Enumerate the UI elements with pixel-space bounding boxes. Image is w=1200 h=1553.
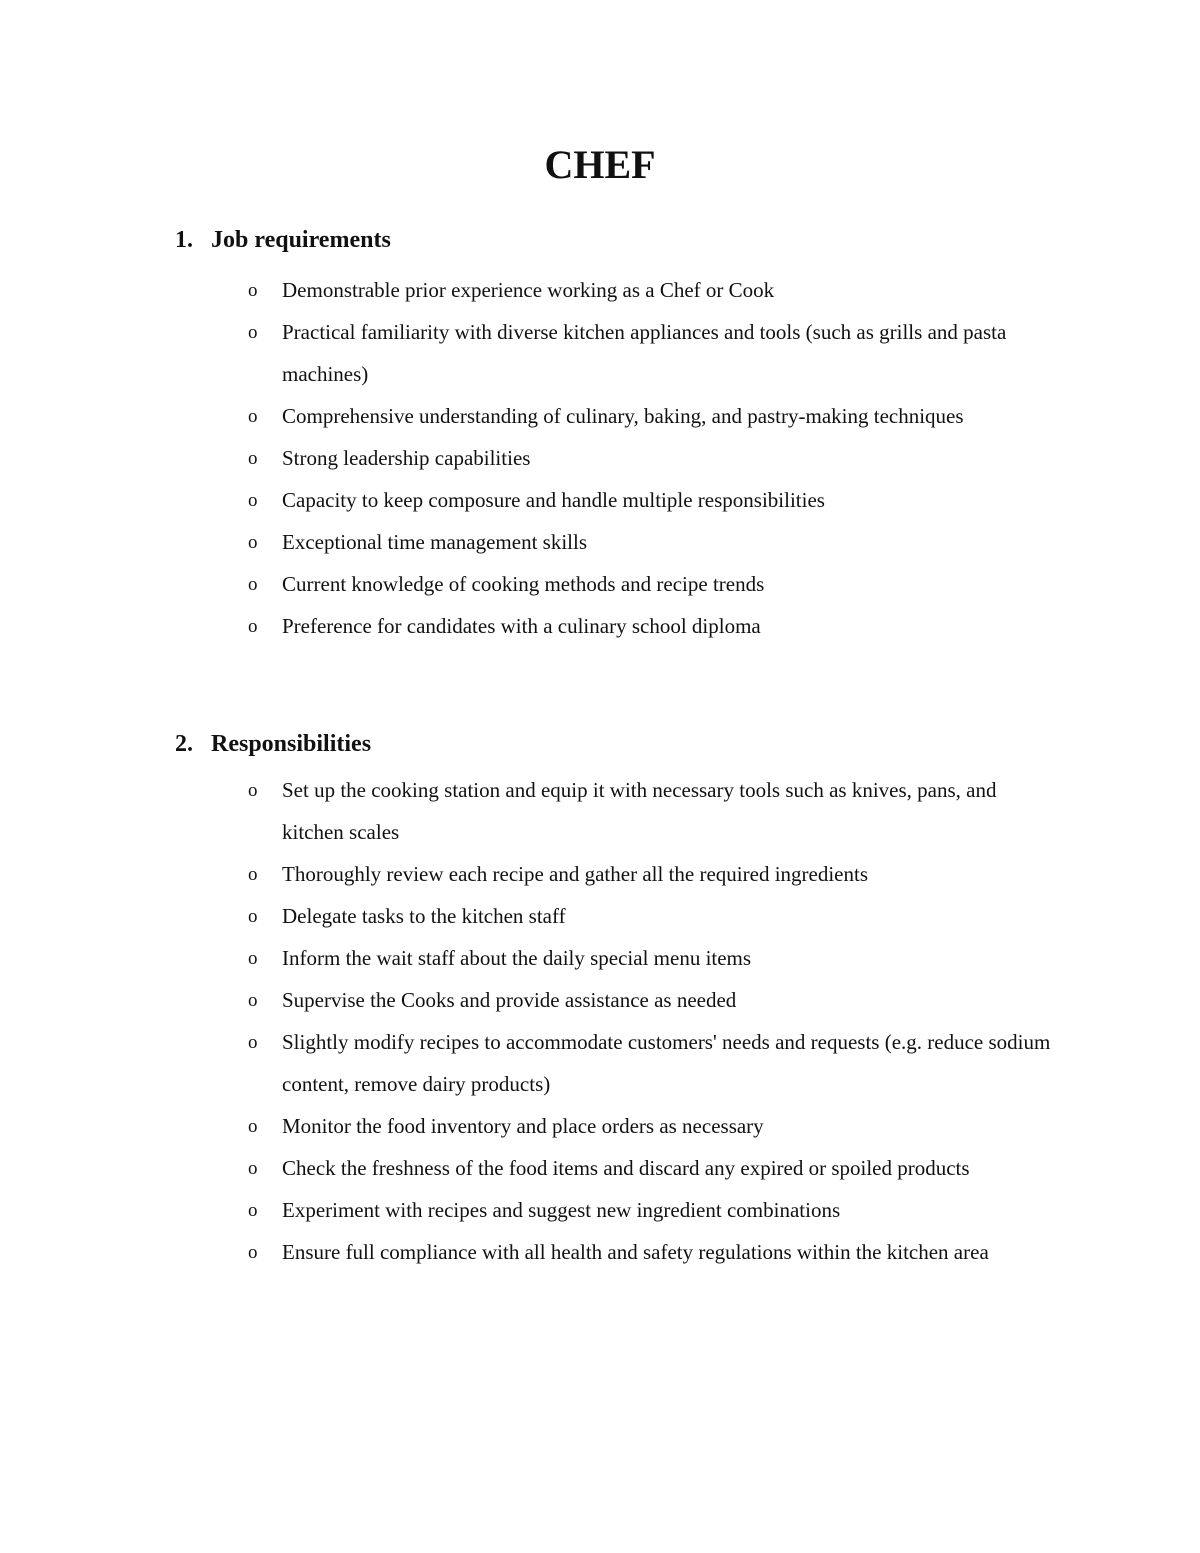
list-item-text: Current knowledge of cooking methods and recipe trends: [282, 572, 765, 596]
list-item-text: Slightly modify recipes to accommodate customers' needs and requests (e.g. reduce sodium content, remove dairy products): [282, 1030, 1051, 1096]
bullet-marker: o: [248, 532, 258, 553]
list-item: [0, 605, 1200, 647]
section-title: Responsibilities: [211, 731, 372, 757]
section-number: 2.: [175, 731, 193, 757]
list-item-text: Set up the cooking station and equip it with necessary tools such as knives, pans, and kitchen scales: [282, 778, 997, 844]
job-requirements-list: [0, 269, 1200, 647]
list-item: [0, 1189, 1200, 1231]
bullet-marker: o: [248, 864, 258, 885]
section-number: 1.: [175, 227, 193, 253]
section-heading: [175, 729, 371, 759]
list-item: [0, 437, 1200, 479]
bullet-marker: o: [248, 406, 258, 427]
list-item: [0, 1021, 1200, 1105]
list-item: [0, 853, 1200, 895]
list-item-text: Ensure full compliance with all health and safety regulations within the kitchen area: [282, 1240, 989, 1264]
list-item-text: Comprehensive understanding of culinary, baking, and pastry-making techniques: [282, 404, 964, 428]
bullet-marker: o: [248, 948, 258, 969]
list-item: [0, 479, 1200, 521]
bullet-marker: o: [248, 616, 258, 637]
list-item-text: Check the freshness of the food items and discard any expired or spoiled products: [282, 1156, 970, 1180]
bullet-marker: o: [248, 322, 258, 343]
list-item: [0, 1231, 1200, 1273]
list-item-text: Thoroughly review each recipe and gather all the required ingredients: [282, 862, 869, 886]
list-item-text: Demonstrable prior experience working as a Chef or Cook: [282, 278, 775, 302]
list-item: [0, 769, 1200, 853]
list-item-text: Supervise the Cooks and provide assistance as needed: [282, 988, 737, 1012]
bullet-marker: o: [248, 780, 258, 801]
list-item-text: Inform the wait staff about the daily special menu items: [282, 946, 752, 970]
list-item: [0, 979, 1200, 1021]
bullet-marker: o: [248, 280, 258, 301]
page-title: CHEF: [544, 142, 656, 187]
list-item-text: Practical familiarity with diverse kitchen appliances and tools (such as grills and pasta machines): [282, 320, 1007, 386]
list-item: [0, 895, 1200, 937]
list-item-text: Delegate tasks to the kitchen staff: [282, 904, 566, 928]
list-item-text: Strong leadership capabilities: [282, 446, 531, 470]
list-item: [0, 521, 1200, 563]
bullet-marker: o: [248, 1116, 258, 1137]
list-item: [0, 937, 1200, 979]
list-item-text: Exceptional time management skills: [282, 530, 588, 554]
bullet-marker: o: [248, 1158, 258, 1179]
list-item: [0, 269, 1200, 311]
bullet-marker: o: [248, 1200, 258, 1221]
section-title: Job requirements: [211, 227, 391, 253]
bullet-marker: o: [248, 906, 258, 927]
bullet-marker: o: [248, 1242, 258, 1263]
list-item: [0, 563, 1200, 605]
list-item: [0, 395, 1200, 437]
list-item: [0, 311, 1200, 395]
bullet-marker: o: [248, 448, 258, 469]
list-item-text: Experiment with recipes and suggest new ingredient combinations: [282, 1198, 841, 1222]
list-item: [0, 1105, 1200, 1147]
responsibilities-list: [0, 769, 1200, 1273]
section-heading: [175, 225, 391, 255]
bullet-marker: o: [248, 574, 258, 595]
bullet-marker: o: [248, 990, 258, 1011]
bullet-marker: o: [248, 1032, 258, 1053]
list-item: [0, 1147, 1200, 1189]
list-item-text: Capacity to keep composure and handle multiple responsibilities: [282, 488, 825, 512]
list-item-text: Preference for candidates with a culinary school diploma: [282, 614, 761, 638]
list-item-text: Monitor the food inventory and place orders as necessary: [282, 1114, 764, 1138]
bullet-marker: o: [248, 490, 258, 511]
